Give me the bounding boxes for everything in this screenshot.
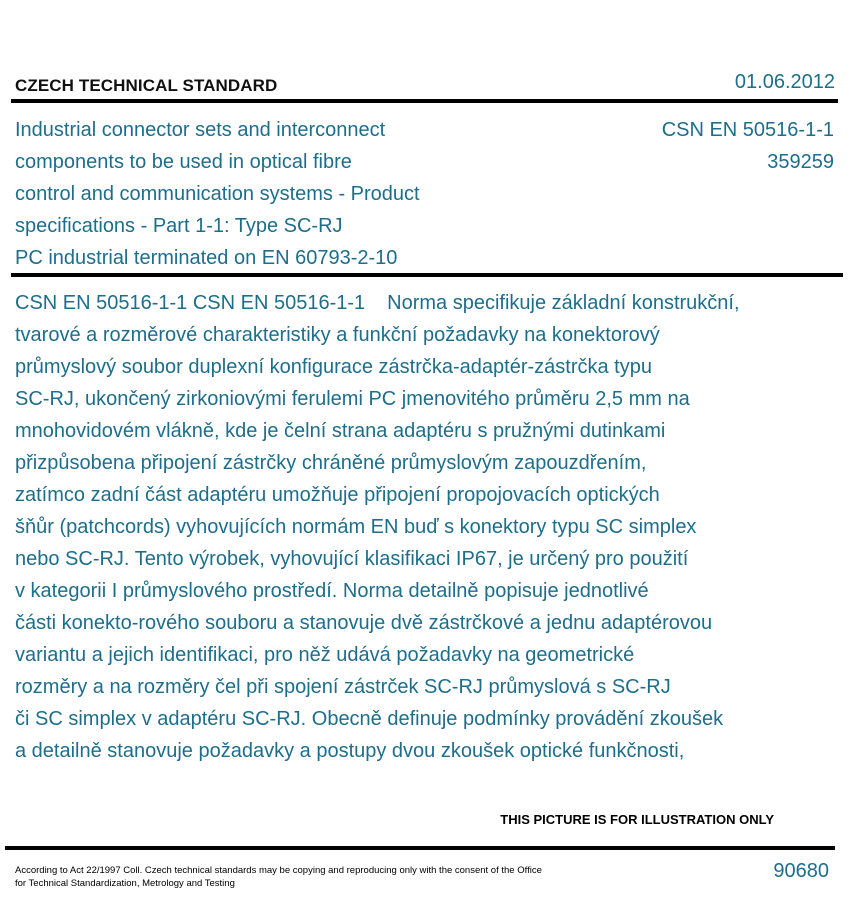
copyright-line: for Technical Standardization, Metrology and Testing xyxy=(15,878,235,889)
abstract-line: SC-RJ, ukončený zirkoniovými ferulemi PC jmenovitého průměru 2,5 mm na xyxy=(15,388,690,410)
abstract-prefix: CSN EN 50516-1-1 CSN EN 50516-1-1 xyxy=(15,292,366,314)
abstract-line: a detailně stanovuje požadavky a postupy dvou zkoušek optické funkčnosti, xyxy=(15,740,685,762)
publication-date: 01.06.2012 xyxy=(734,71,835,93)
abstract-text xyxy=(15,287,815,767)
standard-title xyxy=(15,114,485,274)
copyright-note xyxy=(15,864,615,890)
title-divider xyxy=(11,273,843,277)
illustration-notice: THIS PICTURE IS FOR ILLUSTRATION ONLY xyxy=(500,812,774,827)
abstract-line: šňůr (patchcords) vyhovujících normám EN buď s konektory typu SC simplex xyxy=(15,516,697,538)
abstract-line: v kategorii I průmyslového prostředí. Norma detailně popisuje jednotlivé xyxy=(15,580,649,602)
standard-code: CSN EN 50516-1-1 xyxy=(661,119,834,141)
document-type-label: CZECH TECHNICAL STANDARD xyxy=(15,76,278,95)
abstract-line: průmyslový soubor duplexní konfigurace zástrčka-adaptér-zástrčka typu xyxy=(15,356,652,378)
abstract-line: přizpůsobena připojení zástrčky chráněné průmyslovým zapouzdřením, xyxy=(15,452,647,474)
footer-divider xyxy=(5,846,835,850)
abstract-line: rozměry a na rozměry čel při spojení zástrček SC-RJ průmyslová s SC-RJ xyxy=(15,676,671,698)
abstract-line: části konekto-rového souboru a stanovuje dvě zástrčkové a jednu adaptérovou xyxy=(15,612,713,634)
title-line: control and communication systems - Product xyxy=(15,183,420,205)
abstract-line: tvarové a rozměrové charakteristiky a funkční požadavky na konektorový xyxy=(15,324,660,346)
title-line: Industrial connector sets and interconnect xyxy=(15,119,386,141)
copyright-line: According to Act 22/1997 Coll. Czech technical standards may be copying and reproducing only with the consent of the Office xyxy=(15,865,542,876)
title-line: PC industrial terminated on EN 60793-2-10 xyxy=(15,247,398,269)
abstract-line: CSN EN 50516-1-1 CSN EN 50516-1-1 Norma specifikuje základní konstrukční, xyxy=(15,292,740,314)
abstract-line: variantu a jejich identifikaci, pro něž udává požadavky na geometrické xyxy=(15,644,635,666)
abstract-line: nebo SC-RJ. Tento výrobek, vyhovující klasifikaci IP67, je určený pro použití xyxy=(15,548,689,570)
header-divider xyxy=(11,99,838,103)
footer-document-number: 90680 xyxy=(773,860,829,882)
title-line: specifications - Part 1-1: Type SC-RJ xyxy=(15,215,343,237)
abstract-line: mnohovidovém vlákně, kde je čelní strana adaptéru s pružnými dutinkami xyxy=(15,420,666,442)
standard-identifiers xyxy=(662,114,834,178)
title-line: components to be used in optical fibre xyxy=(15,151,352,173)
catalog-number: 359259 xyxy=(767,151,834,173)
abstract-line: či SC simplex v adaptéru SC-RJ. Obecně definuje podmínky provádění zkoušek xyxy=(15,708,724,730)
abstract-line: zatímco zadní část adaptéru umožňuje připojení propojovacích optických xyxy=(15,484,660,506)
